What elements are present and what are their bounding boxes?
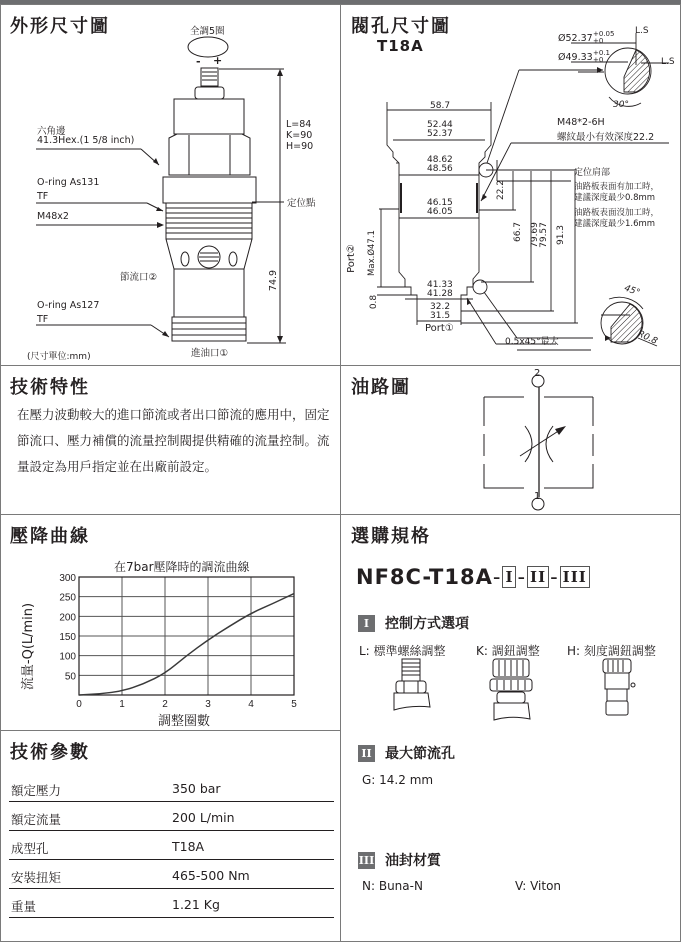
angle-45: 45°	[622, 283, 642, 299]
width-41-28: 41.28	[427, 289, 453, 299]
port1-label: Port①	[425, 323, 454, 334]
chart-xlabel: 調整圈數	[158, 714, 211, 729]
minus-sign: -	[196, 55, 201, 68]
note-1a: 油路板表面有加工時，	[574, 182, 660, 192]
option-h: H: 刻度調鈕調整	[567, 644, 656, 658]
width-46-05: 46.05	[427, 207, 453, 217]
adjust-arrow-icon	[520, 428, 563, 456]
features-panel	[0, 365, 341, 515]
radius-label: R0.8	[635, 329, 659, 347]
x-tick-label: 0	[76, 699, 82, 710]
section-title-orifice: 最大節流孔	[385, 746, 455, 762]
ordering-panel	[340, 514, 681, 942]
height-79-69: 79.69	[529, 222, 540, 248]
standard-screw-icon	[394, 659, 430, 710]
model-box-2: II	[527, 566, 549, 588]
section-title-seal: 油封材質	[385, 853, 441, 869]
section-orifice	[358, 743, 455, 763]
adjust-screw	[201, 68, 218, 86]
param-row	[9, 837, 334, 860]
oring2-label: O-ring As127	[37, 300, 100, 311]
dim-l: L=84	[286, 119, 312, 130]
curve-title: 壓降曲線	[10, 526, 90, 547]
width-52-37: 52.37	[427, 129, 453, 139]
seal-option-v: V: Viton	[515, 879, 562, 893]
height-79-57: 79.57	[538, 222, 549, 248]
height-66-7: 66.7	[513, 221, 524, 243]
y-tick-label: 250	[59, 592, 76, 604]
param-key: 安裝扭矩	[11, 870, 62, 885]
param-key: 重量	[11, 899, 37, 914]
param-key: 成型孔	[11, 841, 49, 856]
hex-label: 六角邊	[37, 126, 66, 137]
rotation-label: 全調5圈	[190, 26, 225, 37]
thread-label: M48x2	[37, 211, 69, 222]
dim-k: K=90	[286, 130, 313, 141]
model-dash-3: -	[550, 565, 559, 589]
seal-option-n: N: Buna-N	[362, 879, 423, 893]
port2-label: Port②	[345, 244, 357, 273]
width-41-33: 41.33	[427, 280, 453, 290]
hydraulic-symbol	[341, 366, 681, 515]
dim-h: H=90	[286, 141, 314, 152]
hex-body	[169, 134, 250, 175]
y-tick-label: 50	[64, 671, 76, 683]
orifice-left	[525, 426, 532, 462]
outline-panel	[0, 4, 341, 366]
model-dash-1: -	[492, 565, 502, 589]
width-48-62: 48.62	[427, 155, 453, 165]
param-value: 1.21 Kg	[172, 897, 220, 912]
note-1b: 建議深度最少0.8mm	[574, 193, 656, 203]
params-title: 技術參數	[10, 742, 90, 763]
height-91-3: 91.3	[556, 224, 567, 246]
throttle-port-label: 節流口②	[120, 272, 158, 283]
params-panel	[0, 730, 341, 942]
height-22-2: 22.2	[496, 179, 507, 201]
x-tick-label: 1	[119, 699, 125, 710]
dia-1-tol-up: +0.05	[593, 30, 615, 38]
dia-2-tol-low: +0	[593, 56, 604, 64]
model-box-1: I	[502, 566, 516, 588]
circuit-title: 油路圖	[351, 377, 411, 398]
x-tick-label: 4	[248, 699, 254, 710]
circuit-panel	[340, 365, 681, 515]
param-row	[9, 866, 334, 889]
param-row	[9, 895, 334, 918]
port-bottom-number: 1	[534, 491, 541, 502]
chart-title: 在7bar壓降時的調流曲線	[114, 560, 250, 574]
section-seal	[358, 850, 441, 870]
x-tick-label: 3	[205, 699, 211, 710]
x-tick-label: 5	[291, 699, 297, 710]
port-top-number: 2	[534, 368, 541, 379]
ls-right: L.S	[661, 57, 675, 67]
plus-sign: +	[213, 54, 223, 67]
param-key: 額定流量	[11, 812, 62, 827]
section-control	[358, 613, 469, 633]
angle-30: 30°	[613, 100, 629, 110]
param-value: T18A	[172, 839, 205, 854]
width-48-56: 48.56	[427, 164, 453, 174]
section-badge-3: III	[358, 854, 375, 867]
note-2b: 建議深度最少1.6mm	[574, 219, 656, 229]
flow-curve-chart	[1, 515, 341, 731]
param-row	[9, 808, 334, 831]
oring1-material: TF	[37, 191, 49, 202]
knob-icon	[490, 659, 532, 720]
features-title: 技術特性	[10, 377, 90, 398]
lock-nut	[195, 87, 224, 99]
y-tick-label: 200	[59, 612, 76, 624]
thread-spec: M48*2-6H	[557, 117, 605, 128]
y-tick-label: 150	[59, 632, 76, 643]
cavity-code: T18A	[377, 37, 424, 55]
chamfer-label: 0.5x45°最大	[505, 337, 559, 347]
param-value: 465-500 Nm	[172, 868, 250, 883]
option-l: L: 標準螺絲調整	[359, 644, 446, 658]
param-key: 額定壓力	[11, 783, 62, 798]
thread-depth: 螺紋最小有效深度22.2	[557, 132, 655, 143]
dia-1-tol-low: +0	[593, 37, 604, 45]
y-tick-label: 100	[59, 651, 76, 663]
flow-series-line	[79, 594, 294, 695]
model-code	[356, 565, 591, 589]
model-prefix: NF8C-T18A	[356, 565, 493, 589]
width-52-44: 52.44	[427, 120, 453, 130]
width-32-2: 32.2	[430, 302, 451, 312]
valve-cap	[174, 99, 244, 134]
section-title-control: 控制方式選項	[385, 616, 469, 632]
option-k: K: 調鈕調整	[476, 644, 540, 658]
length-dim: 74.9	[268, 269, 280, 292]
model-dash-2: -	[517, 565, 527, 589]
param-value: 200 L/min	[172, 810, 235, 825]
width-46-15: 46.15	[427, 198, 453, 208]
features-text: 在壓力波動較大的進口節流或者出口節流的應用中，固定節流口、壓力補償的流量控制閥提供精確的流量控制。流量設定為用戶指定並在出廠前設定。	[17, 407, 330, 474]
orifice-right	[546, 426, 553, 462]
dia-2-tol-up: +0.1	[593, 49, 610, 57]
width-31-5: 31.5	[430, 311, 451, 321]
dia-2: Ø49.33	[558, 52, 593, 63]
oring2-material: TF	[37, 314, 49, 325]
shoulder-label: 定位肩部	[574, 168, 611, 178]
curve-panel	[0, 514, 341, 731]
y-tick-label: 300	[59, 573, 76, 584]
width-58-7: 58.7	[430, 101, 451, 111]
max-dia-label: Max.Ø47.1	[366, 230, 377, 276]
oring1-label: O-ring As131	[37, 177, 100, 188]
height-0-8: 0.8	[369, 294, 380, 310]
param-row	[9, 779, 334, 802]
orifice-value: G: 14.2 mm	[362, 773, 434, 787]
cavity-title: 閥孔尺寸圖	[351, 16, 451, 37]
dia-1: Ø52.37	[558, 33, 593, 44]
cavity-panel	[340, 4, 681, 366]
control-options-illustration	[341, 655, 681, 735]
collar	[163, 177, 256, 203]
locate-point-label: 定位點	[287, 198, 316, 209]
ls-top: L.S	[635, 26, 649, 36]
inlet-port-label: 進油口①	[191, 348, 229, 359]
ordering-title: 選購規格	[351, 526, 431, 547]
unit-note: (尺寸單位:mm)	[27, 352, 91, 362]
hex-size: 41.3Hex.(1 5/8 inch)	[37, 135, 135, 146]
x-tick-label: 2	[162, 699, 168, 710]
param-value: 350 bar	[172, 781, 221, 796]
chart-ylabel: 流量-Q(L/min)	[21, 602, 37, 691]
section-badge-2: II	[358, 745, 375, 762]
section-badge-1: I	[358, 615, 375, 632]
dial-knob-icon	[603, 659, 635, 715]
model-box-3: III	[560, 566, 590, 588]
note-2a: 油路板表面沒加工時，	[574, 208, 660, 218]
outline-title: 外形尺寸圖	[10, 16, 110, 37]
